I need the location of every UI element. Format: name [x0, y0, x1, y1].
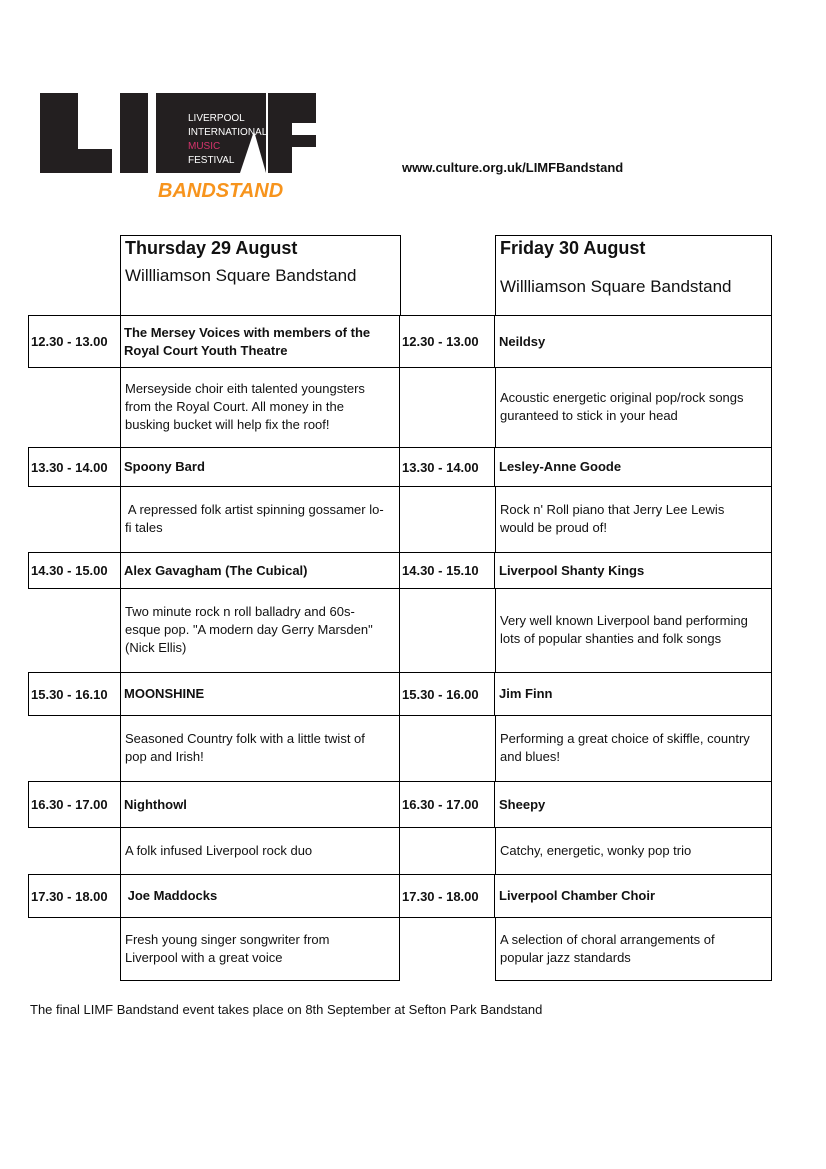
table-row: [28, 486, 772, 553]
slot-time-day1: 12.30 - 13.00: [28, 315, 121, 368]
slot-time-day1: 13.30 - 14.00: [28, 447, 121, 487]
slot-desc-day1: Seasoned Country folk with a little twist of pop and Irish!: [120, 715, 400, 782]
slot-time-day1: 17.30 - 18.00: [28, 874, 121, 918]
slot-desc-day2: Rock n' Roll piano that Jerry Lee Lewis would be proud of!: [495, 486, 772, 553]
slot-act-day2: Lesley-Anne Goode: [495, 447, 772, 487]
slot-act-day2: Neildsy: [495, 315, 772, 368]
slot-time-day2: 14.30 - 15.10: [400, 552, 495, 589]
day2-title: Friday 30 August: [500, 238, 646, 258]
day2-venue: Willliamson Square Bandstand: [500, 277, 732, 296]
logo-text-international: INTERNATIONAL: [188, 127, 268, 138]
table-row: [28, 715, 772, 782]
table-row: [28, 552, 772, 589]
slot-time-day1: 16.30 - 17.00: [28, 781, 121, 828]
slot-time-day2: 16.30 - 17.00: [400, 781, 495, 828]
slot-act-day2: Jim Finn: [495, 672, 772, 716]
slot-desc-day1: A repressed folk artist spinning gossamer lo- fi tales: [120, 486, 400, 553]
limf-bandstand-logo: [40, 91, 320, 201]
slot-desc-day2: A selection of choral arrangements of popular jazz standards: [495, 917, 772, 981]
table-row: [28, 874, 772, 918]
slot-desc-day2: Acoustic energetic original pop/rock songs guranteed to stick in your head: [495, 367, 772, 448]
slot-act-day1: Joe Maddocks: [120, 874, 400, 918]
logo-text-festival: FESTIVAL: [188, 155, 235, 166]
day1-venue: Willliamson Square Bandstand: [125, 266, 357, 285]
slot-act-day2: Liverpool Shanty Kings: [495, 552, 772, 589]
slot-act-day1: Spoony Bard: [120, 447, 400, 487]
logo-text-liverpool: LIVERPOOL: [188, 113, 245, 124]
table-row: [28, 447, 772, 487]
table-row: [28, 315, 772, 368]
slot-desc-day2: Very well known Liverpool band performing lots of popular shanties and folk songs: [495, 588, 772, 673]
day1-header: [120, 235, 400, 316]
slot-time-day2: 17.30 - 18.00: [400, 874, 495, 918]
logo-text-bandstand: BANDSTAND: [158, 180, 284, 201]
slot-time-day2: 12.30 - 13.00: [400, 315, 495, 368]
table-row: [28, 827, 772, 875]
footer-note: The final LIMF Bandstand event takes place on 8th September at Sefton Park Bandstand: [30, 1002, 543, 1017]
day1-title: Thursday 29 August: [125, 238, 298, 258]
slot-desc-day1: A folk infused Liverpool rock duo: [120, 827, 400, 875]
site-url-link[interactable]: www.culture.org.uk/LIMFBandstand: [402, 160, 624, 175]
day2-header: [495, 235, 772, 316]
slot-act-day1: Nighthowl: [120, 781, 400, 828]
slot-time-day2: 15.30 - 16.00: [400, 672, 495, 716]
slot-time-day1: 14.30 - 15.00: [28, 552, 121, 589]
table-row: [28, 588, 772, 673]
schedule-header-row: [28, 235, 772, 316]
table-row: [28, 367, 772, 448]
slot-act-day2: Liverpool Chamber Choir: [495, 874, 772, 918]
slot-act-day1: Alex Gavagham (The Cubical): [120, 552, 400, 589]
slot-desc-day2: Performing a great choice of skiffle, country and blues!: [495, 715, 772, 782]
header-spacer: [400, 235, 495, 316]
slot-time-day2: 13.30 - 14.00: [400, 447, 495, 487]
slot-desc-day1: Merseyside choir eith talented youngsters from the Royal Court. All money in the busking bucket will help fix the roof!: [120, 367, 400, 448]
slot-act-day1: The Mersey Voices with members of the Royal Court Youth Theatre: [120, 315, 400, 368]
table-row: [28, 781, 772, 828]
logo-text-music: MUSIC: [188, 141, 221, 152]
slot-act-day2: Sheepy: [495, 781, 772, 828]
slot-desc-day2: Catchy, energetic, wonky pop trio: [495, 827, 772, 875]
table-row: [28, 672, 772, 716]
table-row: [28, 917, 772, 981]
slot-time-day1: 15.30 - 16.10: [28, 672, 121, 716]
slot-desc-day1: Two minute rock n roll balladry and 60s- esque pop. "A modern day Gerry Marsden" (Nick Ellis): [120, 588, 400, 673]
slot-desc-day1: Fresh young singer songwriter from Liverpool with a great voice: [120, 917, 400, 981]
slot-act-day1: MOONSHINE: [120, 672, 400, 716]
